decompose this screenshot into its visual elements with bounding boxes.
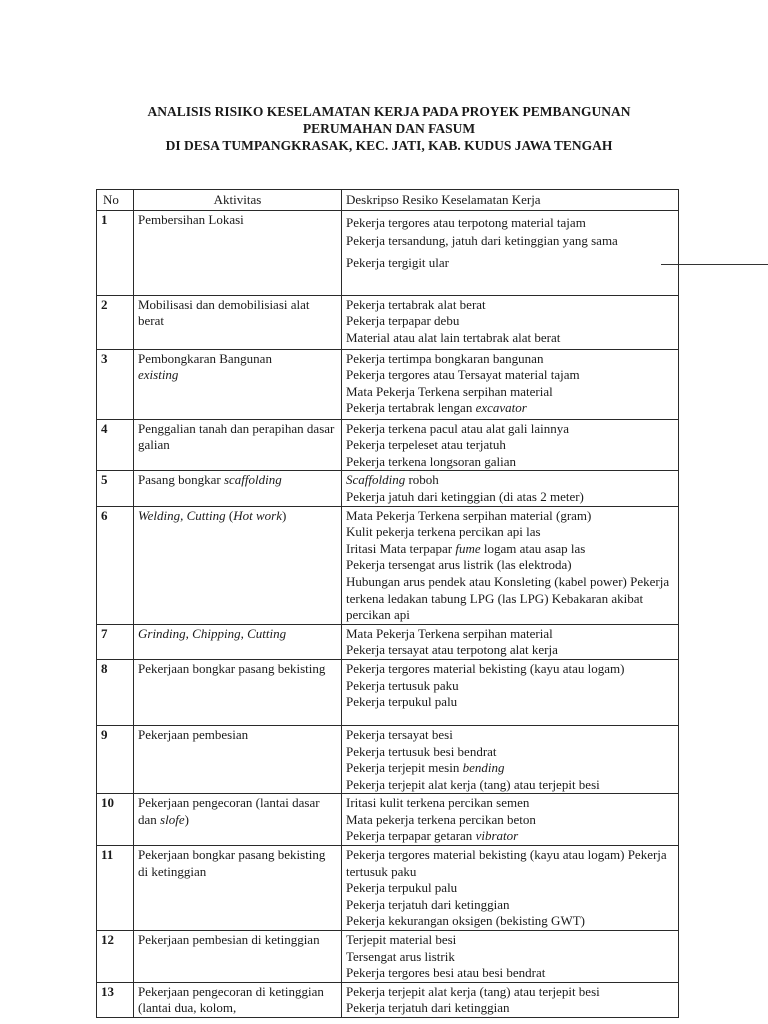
risk-item: Mata Pekerja Terkena serpihan material [346, 383, 553, 399]
risk-text: logam atau asap las [480, 540, 586, 556]
activity-cell [134, 506, 342, 624]
row-number: 12 [97, 931, 134, 983]
table-row [97, 419, 679, 471]
activity-text: Pembongkaran Bangunan [138, 350, 272, 366]
risk-item [346, 472, 674, 489]
risk-cell [342, 506, 679, 624]
activity-cell: Pekerjaan pembesian [134, 725, 342, 793]
risk-italic-term: fume [455, 540, 481, 556]
risk-item: Pekerja tergores atau terpotong material tajam [346, 214, 586, 230]
row-number: 2 [97, 295, 134, 349]
risk-item: Pekerja terjepit alat kerja (tang) atau terjepit besi [346, 983, 600, 999]
risk-item: Hubungan arus pendek atau Konsleting (kabel power) Pekerja terkena ledakan tabung LPG (las LPG) Kebakaran akibat percikan api [346, 573, 670, 623]
risk-cell [342, 419, 679, 471]
risk-item: Pekerja tersengat arus listrik (las elektroda) [346, 557, 572, 573]
table-row [97, 210, 679, 295]
table-row [97, 725, 679, 793]
table-header-row [97, 190, 679, 211]
risk-item: Pekerja terpukul palu [346, 880, 458, 896]
risk-italic-term: excavator [475, 400, 527, 416]
risk-item: Pekerja tergores besi atau besi bendrat [346, 965, 546, 981]
risk-cell [342, 349, 679, 419]
activity-italic-term: Grinding, Chipping, Cutting [138, 625, 287, 641]
row-number: 8 [97, 659, 134, 725]
risk-item: Iritasi kulit terkena percikan semen [346, 795, 530, 811]
row-number: 7 [97, 624, 134, 659]
risk-item [346, 828, 674, 845]
risk-item: Terjepit material besi [346, 932, 457, 948]
activity-text: Pekerjaan pengecoran (lantai dasar dan [138, 795, 320, 827]
activity-italic-term: existing [138, 367, 179, 383]
risk-item: Pekerja terkena longsoran galian [346, 453, 517, 469]
risk-cell [342, 846, 679, 931]
risk-item [346, 400, 674, 417]
risk-text: Iritasi Mata terpapar [346, 540, 456, 556]
risk-item: Material atau alat lain tertabrak alat berat [346, 329, 561, 345]
risk-cell [342, 659, 679, 725]
risk-italic-term: vibrator [475, 828, 519, 844]
activity-italic-term: Hot work [233, 507, 282, 523]
title-line-2: PERUMAHAN DAN FASUM [302, 121, 476, 136]
risk-item: Pekerja tertusuk besi bendrat [346, 743, 497, 759]
risk-italic-term: Scaffolding [346, 472, 406, 488]
activity-cell: Pekerjaan pembesian di ketinggian [134, 931, 342, 983]
activity-cell [134, 794, 342, 846]
risk-item: Pekerja terjatuh dari ketinggian [346, 1000, 510, 1016]
risk-cell [342, 982, 679, 1017]
header-no: No [97, 190, 134, 211]
header-activity: Aktivitas [134, 190, 342, 211]
table-row [97, 624, 679, 659]
header-risk-description: Deskripso Resiko Keselamatan Kerja [342, 190, 679, 211]
table-row [97, 506, 679, 624]
risk-item: Pekerja tergores material bekisting (kayu atau logam) [346, 660, 625, 676]
activity-text: ) [184, 811, 189, 827]
table-row [97, 349, 679, 419]
risk-item: Pekerja terpeleset atau terjatuh [346, 437, 506, 453]
risk-cell [342, 794, 679, 846]
activity-italic-term: scaffolding [223, 472, 282, 488]
activity-cell: Mobilisasi dan demobilisiasi alat berat [134, 295, 342, 349]
risk-italic-term: bending [462, 760, 505, 776]
activity-text: Pasang bongkar [138, 472, 224, 488]
risk-item: Pekerja tertabrak alat berat [346, 296, 486, 312]
risk-item: Pekerja tergores material bekisting (kayu atau logam) Pekerja tertusuk paku [346, 847, 667, 879]
table-row [97, 846, 679, 931]
row-number: 4 [97, 419, 134, 471]
table-row [97, 471, 679, 506]
row-number: 11 [97, 846, 134, 931]
activity-cell: Pekerjaan bongkar pasang bekisting di ketinggian [134, 846, 342, 931]
activity-cell: Penggalian tanah dan perapihan dasar galian [134, 419, 342, 471]
activity-cell: Pekerjaan pengecoran di ketinggian (lantai dua, kolom, [134, 982, 342, 1017]
row-number: 10 [97, 794, 134, 846]
risk-item: Pekerja tergigit ular [346, 254, 450, 270]
risk-item: Pekerja jatuh dari ketinggian (di atas 2 meter) [346, 488, 584, 504]
risk-item: Pekerja terjatuh dari ketinggian [346, 896, 510, 912]
risk-item: Pekerja tersayat besi [346, 726, 453, 742]
activity-italic-term: slofe [160, 811, 185, 827]
risk-cell [342, 931, 679, 983]
activity-cell [134, 624, 342, 659]
risk-item: Pekerja kekurangan oksigen (bekisting GWT) [346, 913, 585, 929]
risk-item [346, 760, 674, 777]
table-row [97, 794, 679, 846]
activity-cell [134, 349, 342, 419]
table-row [97, 659, 679, 725]
row-number: 9 [97, 725, 134, 793]
risk-item: Mata Pekerja Terkena serpihan material (gram) [346, 507, 592, 523]
risk-text: roboh [405, 472, 439, 488]
risk-item: Kulit pekerja terkena percikan api las [346, 524, 541, 540]
risk-item: Mata Pekerja Terkena serpihan material [346, 625, 553, 641]
row-number: 13 [97, 982, 134, 1017]
risk-cell [342, 624, 679, 659]
risk-item: Pekerja tergores atau Tersayat material tajam [346, 367, 580, 383]
risk-item: Pekerja terjepit alat kerja (tang) atau terjepit besi [346, 776, 600, 792]
risk-item: Pekerja terpapar debu [346, 313, 460, 329]
activity-cell: Pekerjaan bongkar pasang bekisting [134, 659, 342, 725]
activity-cell [134, 471, 342, 506]
risk-text: Pekerja terjepit mesin [346, 760, 463, 776]
risk-text: Pekerja tertabrak lengan [346, 400, 476, 416]
risk-cell [342, 725, 679, 793]
activity-text: ( [225, 507, 234, 523]
risk-cell [342, 471, 679, 506]
risk-item: Pekerja tertusuk paku [346, 677, 459, 693]
document-title [100, 103, 678, 154]
risk-item [346, 541, 674, 558]
risk-item: Pekerja tersandung, jatuh dari ketinggian yang sama [346, 232, 618, 248]
row-number: 1 [97, 210, 134, 295]
risk-cell [342, 210, 679, 295]
row-number: 6 [97, 506, 134, 624]
risk-item: Pekerja tertimpa bongkaran bangunan [346, 350, 544, 366]
risk-item: Tersengat arus listrik [346, 948, 455, 964]
risk-cell [342, 295, 679, 349]
risk-analysis-table [96, 189, 679, 1018]
activity-text: ) [281, 507, 287, 523]
activity-italic-text [138, 367, 337, 384]
risk-item: Pekerja terkena pacul atau alat gali lainnya [346, 420, 570, 436]
table-row [97, 295, 679, 349]
row-number: 5 [97, 471, 134, 506]
risk-item: Mata pekerja terkena percikan beton [346, 811, 536, 827]
title-line-3: DI DESA TUMPANGKRASAK, KEC. JATI, KAB. KUDUS JAWA TENGAH [165, 138, 613, 153]
row-number: 3 [97, 349, 134, 419]
risk-text: Pekerja terpapar getaran [346, 828, 476, 844]
table-row [97, 982, 679, 1017]
title-line-1: ANALISIS RISIKO KESELAMATAN KERJA PADA PROYEK PEMBANGUNAN [147, 104, 631, 119]
table-row [97, 931, 679, 983]
risk-item: Pekerja tersayat atau terpotong alat kerja [346, 642, 558, 658]
activity-italic-term: Welding, Cutting [138, 507, 226, 523]
risk-item: Pekerja terpukul palu [346, 694, 458, 710]
activity-cell: Pembersihan Lokasi [134, 210, 342, 295]
